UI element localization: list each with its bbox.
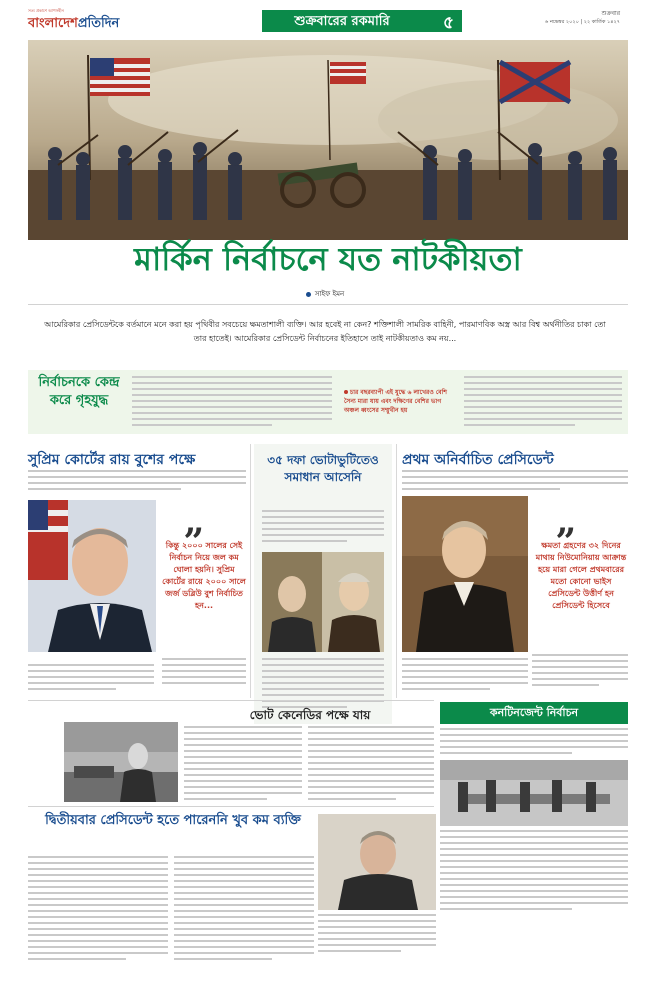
issue-day: শুক্রবার [601, 10, 620, 17]
newspaper-logo [28, 8, 119, 35]
civil-war-strip [28, 370, 628, 434]
column-divider [250, 444, 251, 698]
section-title: শুক্রবারের রকমারি [294, 14, 390, 29]
strip-callout [344, 388, 454, 415]
kennedy-photo [64, 722, 178, 802]
logo-word-1: বাংলাদেশ [28, 16, 78, 31]
page-number: ৫ [442, 13, 454, 33]
second-term-text-col-3 [318, 914, 436, 960]
ballot-35-box [254, 444, 392, 724]
bullet-dot-icon [306, 292, 311, 297]
bush-caption-text [162, 658, 246, 692]
main-headline: মার্কিন নির্বাচনে যত নাটকীয়তা [134, 240, 522, 278]
intro-paragraph: আমেরিকার প্রেসিডেন্টকে বর্তমানে মনে করা হয় পৃথিবীর সবচেয়ে ক্ষমতাশালী ব্যক্তি। আর হবেই না কেন? শক্তিশালী সামরিক বাহিনী, পারমাণবিক অস্ত্র আর বিশ্ব অর্থনীতির চাকা তো তার হাতেই। আমেরিকার প্রেসিডেন্ট নির্বাচনের ইতিহাসে তাই নাটকীয়তাও কম নয়... [44, 320, 606, 343]
ballot-35-heading: ৩৫ দফা ভোটাভুটিতেও সমাধান আসেনি [267, 453, 379, 484]
kennedy-text-col-1 [184, 726, 302, 802]
logo-word-2: প্রতিদিন [77, 16, 120, 31]
battle-scene-illustration [28, 40, 628, 240]
civil-war-painting [28, 40, 628, 240]
kennedy-heading: ভোট কেনেডির পক্ষে যায় [249, 708, 371, 722]
bush-heading: সুপ্রিম কোর্টের রায় বুশের পক্ষে [28, 452, 196, 468]
bush-intro-text [28, 470, 246, 494]
divider [28, 304, 628, 305]
bush-body-text [28, 664, 154, 694]
second-term-text-col-1 [28, 856, 168, 960]
ballot-35-text [262, 510, 384, 546]
issue-date [545, 10, 620, 26]
tyler-caption-text [532, 654, 628, 694]
issue-date-text: ৬ নভেম্বর ২০২০ | ২২ কার্তিক ১৪২৭ [544, 19, 620, 25]
bush-photo [28, 500, 156, 652]
byline [0, 288, 650, 300]
jefferson-burr-portraits [262, 552, 384, 652]
first-unelected-body [402, 658, 528, 694]
strip-heading: নির্বাচনকে কেন্দ্র করে গৃহযুদ্ধ [38, 375, 120, 408]
first-unelected-intro [402, 470, 628, 494]
contingent-heading: কনটিনজেন্ট নির্বাচন [440, 702, 628, 724]
column-divider [396, 444, 397, 698]
divider [28, 700, 434, 701]
second-term-text-col-2 [174, 856, 314, 960]
contingent-intro [440, 728, 628, 758]
bush-pull-quote: কিন্তু ২০০০ সালের সেই নির্বাচন নিয়ে জল কম ঘোলা হয়নি। সুপ্রিম কোর্টের রায়ে ২০০০ সালে জর্জ ডব্লিউ বুশ নির্বাচিত হন... [162, 541, 246, 610]
second-term-heading: দ্বিতীয়বার প্রেসিডেন্ট হতে পারেননি খুব কম ব্যক্তি [45, 813, 301, 828]
politician-photo [318, 814, 436, 910]
masthead [0, 0, 650, 40]
quote-mark-icon: „ [556, 500, 577, 542]
first-unelected-heading: প্রথম অনির্বাচিত প্রেসিডেন্ট [402, 452, 554, 468]
kennedy-text-col-2 [308, 726, 434, 802]
contingent-body [440, 830, 628, 910]
first-unelected-pull-quote: ক্ষমতা গ্রহণের ৩২ দিনের মাথায় নিউমোনিয়ায় আক্রান্ত হয়ে মারা গেলে প্রথমবারের মতো কোনো ভাইস প্রেসিডেন্ট উত্তীর্ণ হন প্রেসিডেন্ট হিসেবে [535, 541, 627, 610]
divider [28, 806, 434, 807]
contingent-photo [440, 760, 628, 826]
strip-text-col-2 [464, 376, 622, 430]
section-banner [262, 10, 462, 32]
logo-tagline: সত্য প্রকাশে আপসহীন [28, 8, 64, 13]
strip-callout-text: চার বছরব্যাপী এই যুদ্ধে ৬ লাখেরও বেশি সৈন্য মারা যায় এবং দক্ষিণের বেশির ভাগ অঞ্চল ধ্বংসের সম্মুখীন হয় [344, 389, 447, 414]
quote-mark-icon: „ [184, 500, 205, 542]
author-name: সাইফ ইমন [314, 290, 345, 298]
bullet-dot-icon [344, 390, 348, 394]
strip-text-col-1 [132, 376, 332, 430]
tyler-portrait [402, 496, 528, 652]
